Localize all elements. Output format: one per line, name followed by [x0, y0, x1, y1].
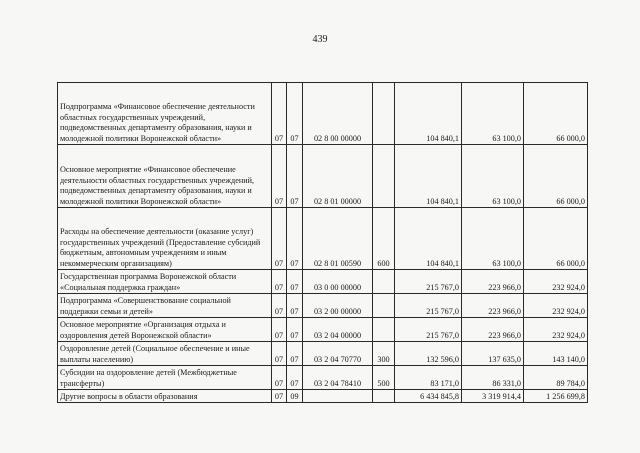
table-row	[58, 342, 588, 366]
target-article-code: 02 8 01 00590	[303, 208, 373, 270]
table-row	[58, 294, 588, 318]
section-code: 07	[272, 294, 287, 318]
section-code: 07	[272, 83, 287, 145]
expense-type-code	[373, 145, 395, 208]
amount-year-2: 63 100,0	[462, 145, 524, 208]
subsection-code: 07	[287, 208, 303, 270]
amount-year-1: 104 840,1	[395, 83, 462, 145]
expense-type-code: 300	[373, 342, 395, 366]
amount-year-3: 66 000,0	[524, 208, 588, 270]
amount-year-1: 215 767,0	[395, 318, 462, 342]
amount-year-1: 132 596,0	[395, 342, 462, 366]
amount-year-2: 63 100,0	[462, 83, 524, 145]
target-article-code: 03 2 04 00000	[303, 318, 373, 342]
amount-year-2: 137 635,0	[462, 342, 524, 366]
subsection-code: 07	[287, 318, 303, 342]
subsection-code: 07	[287, 270, 303, 294]
amount-year-1: 83 171,0	[395, 366, 462, 390]
row-name: Основное мероприятие «Финансовое обеспечение деятельности областных государственных учреждений, подведомственных департаменту образования, науки и молодежной политики Воронежской области»	[58, 145, 272, 208]
table-row	[58, 145, 588, 208]
row-name: Другие вопросы в области образования	[58, 390, 272, 403]
target-article-code: 03 2 04 70770	[303, 342, 373, 366]
amount-year-1: 215 767,0	[395, 294, 462, 318]
section-code: 07	[272, 390, 287, 403]
expense-type-code: 500	[373, 366, 395, 390]
table-row	[58, 270, 588, 294]
amount-year-1: 104 840,1	[395, 208, 462, 270]
table-row	[58, 366, 588, 390]
table-row	[58, 208, 588, 270]
row-name: Государственная программа Воронежской области «Социальная поддержка граждан»	[58, 270, 272, 294]
section-code: 07	[272, 145, 287, 208]
target-article-code: 03 0 00 00000	[303, 270, 373, 294]
target-article-code: 03 2 04 78410	[303, 366, 373, 390]
expense-type-code	[373, 270, 395, 294]
row-name: Оздоровление детей (Социальное обеспечение и иные выплаты населению)	[58, 342, 272, 366]
row-name: Субсидии на оздоровление детей (Межбюджетные трансферты)	[58, 366, 272, 390]
table-row	[58, 390, 588, 403]
amount-year-1: 6 434 845,8	[395, 390, 462, 403]
subsection-code: 07	[287, 83, 303, 145]
amount-year-3: 143 140,0	[524, 342, 588, 366]
table-row	[58, 318, 588, 342]
subsection-code: 07	[287, 342, 303, 366]
expense-type-code	[373, 83, 395, 145]
row-name: Расходы на обеспечение деятельности (оказание услуг) государственных учреждений (Предоставление субсидий бюджетным, автономным учреждениям и иным некоммерческим организациям)	[58, 208, 272, 270]
table-row	[58, 83, 588, 145]
expense-type-code	[373, 390, 395, 403]
target-article-code: 03 2 00 00000	[303, 294, 373, 318]
amount-year-2: 223 966,0	[462, 270, 524, 294]
target-article-code	[303, 390, 373, 403]
expense-type-code	[373, 294, 395, 318]
amount-year-3: 232 924,0	[524, 294, 588, 318]
section-code: 07	[272, 270, 287, 294]
amount-year-2: 3 319 914,4	[462, 390, 524, 403]
amount-year-2: 223 966,0	[462, 318, 524, 342]
amount-year-3: 1 256 699,8	[524, 390, 588, 403]
subsection-code: 07	[287, 294, 303, 318]
amount-year-3: 66 000,0	[524, 145, 588, 208]
section-code: 07	[272, 342, 287, 366]
amount-year-1: 104 840,1	[395, 145, 462, 208]
section-code: 07	[272, 318, 287, 342]
amount-year-2: 63 100,0	[462, 208, 524, 270]
amount-year-3: 89 784,0	[524, 366, 588, 390]
expense-type-code: 600	[373, 208, 395, 270]
amount-year-2: 223 966,0	[462, 294, 524, 318]
row-name: Подпрограмма «Совершенствование социальной поддержки семьи и детей»	[58, 294, 272, 318]
subsection-code: 09	[287, 390, 303, 403]
target-article-code: 02 8 01 00000	[303, 145, 373, 208]
section-code: 07	[272, 208, 287, 270]
amount-year-3: 66 000,0	[524, 83, 588, 145]
target-article-code: 02 8 00 00000	[303, 83, 373, 145]
budget-table	[57, 82, 588, 403]
amount-year-3: 232 924,0	[524, 270, 588, 294]
row-name: Подпрограмма «Финансовое обеспечение деятельности областных государственных учреждений, подведомственных департаменту образования, науки и молодежной политики Воронежской области»	[58, 83, 272, 145]
amount-year-3: 232 924,0	[524, 318, 588, 342]
subsection-code: 07	[287, 145, 303, 208]
row-name: Основное мероприятие «Организация отдыха и оздоровления детей Воронежской области»	[58, 318, 272, 342]
section-code: 07	[272, 366, 287, 390]
amount-year-1: 215 767,0	[395, 270, 462, 294]
amount-year-2: 86 331,0	[462, 366, 524, 390]
subsection-code: 07	[287, 366, 303, 390]
page-number: 439	[312, 34, 328, 45]
expense-type-code	[373, 318, 395, 342]
